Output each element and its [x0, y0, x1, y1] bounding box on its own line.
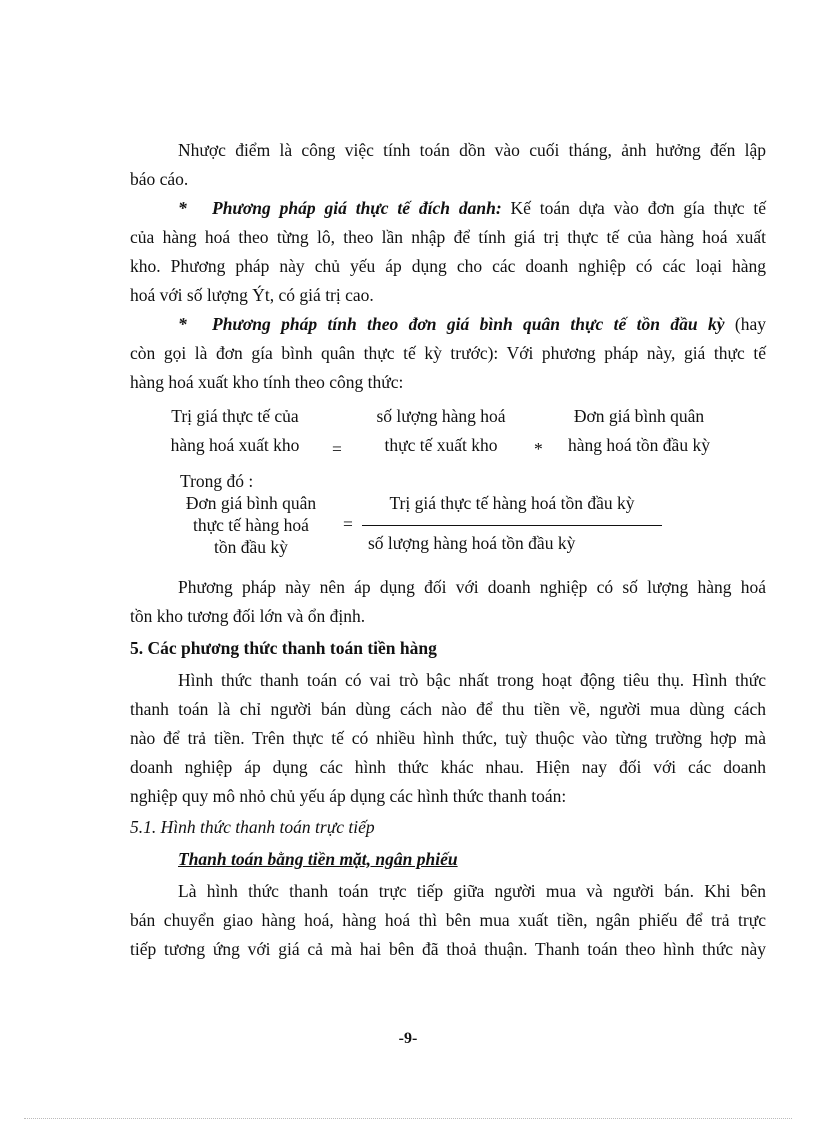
formula1-lhs-line1: Trị giá thực tế của	[171, 406, 299, 426]
formula2-numerator: Trị giá thực tế hàng hoá tồn đầu kỳ	[389, 493, 635, 513]
paragraph-line: hàng hoá xuất kho tính theo công thức:	[130, 372, 404, 392]
formula1-mid-line2: thực tế xuất kho	[384, 435, 498, 455]
formula1-lhs-line2: hàng hoá xuất kho	[170, 435, 300, 455]
formula1-mid-line1: số lượng hàng hoá	[376, 406, 506, 426]
formula2-lhs-line1: Đơn giá bình quân	[185, 493, 317, 513]
formula1-rhs-line1: Đơn giá bình quân	[573, 406, 705, 426]
method-text: (hay	[724, 314, 766, 334]
paragraph-line: Hình thức thanh toán có vai trò bậc nhất trong hoạt động tiêu thụ. Hình thức	[178, 670, 766, 690]
paragraph-line: nào để trả tiền. Trên thực tế có nhiều hình thức, tuỳ thuộc vào từng trường hợp mà	[130, 728, 766, 748]
formula1-rhs-line2: hàng hoá tồn đầu kỳ	[568, 435, 710, 455]
paragraph-line: Phương pháp này nên áp dụng đối với doanh nghiệp có số lượng hàng hoá	[178, 577, 766, 597]
page-bottom-border	[24, 1118, 792, 1119]
method-subheading: Thanh toán bằng tiền mặt, ngân phiếu	[178, 849, 458, 869]
method-title: Phương pháp giá thực tế đích danh:	[212, 198, 502, 218]
paragraph-line: Nhược điểm là công việc tính toán dồn vào cuối tháng, ảnh hưởng đến lập	[178, 140, 766, 160]
paragraph-line: còn gọi là đơn gía bình quân thực tế kỳ trước): Với phương pháp này, giá thực tế	[130, 343, 766, 363]
paragraph-line: nghiệp quy mô nhỏ chủ yếu áp dụng các hình thức thanh toán:	[130, 786, 567, 806]
paragraph-line: doanh nghiệp áp dụng các hình thức khác nhau. Hiện nay đối với các doanh	[130, 757, 766, 777]
formula2-lhs-line2: thực tế hàng hoá	[193, 515, 309, 535]
subsection-heading: 5.1. Hình thức thanh toán trực tiếp	[130, 817, 375, 837]
paragraph-line: bán chuyển giao hàng hoá, hàng hoá thì bên mua xuất tiền, ngân phiếu để trả trực	[130, 910, 766, 930]
formula2-intro: Trong đó :	[180, 471, 254, 491]
section-heading: 5. Các phương thức thanh toán tiền hàng	[130, 638, 437, 658]
bullet-star: *	[178, 198, 187, 218]
formula2-denominator: số lượng hàng hoá tồn đầu kỳ	[368, 533, 576, 553]
fraction-bar	[362, 525, 662, 526]
method-specific-identification	[178, 197, 766, 219]
paragraph-line: của hàng hoá theo từng lô, theo lần nhập để tính giá trị thực tế của hàng hoá xuất	[130, 227, 766, 247]
paragraph-line: Là hình thức thanh toán trực tiếp giữa người mua và người bán. Khi bên	[178, 881, 766, 901]
bullet-star: *	[178, 314, 187, 334]
paragraph-line: tồn kho tương đối lớn và ổn định.	[130, 606, 366, 626]
page-number: -9-	[398, 1030, 418, 1047]
paragraph-line: kho. Phương pháp này chủ yếu áp dụng cho các doanh nghiệp có các loại hàng	[130, 256, 766, 276]
formula2-equals: =	[343, 514, 353, 534]
formula2-lhs-line3: tồn đầu kỳ	[214, 537, 288, 557]
paragraph-line: tiếp tương ứng với giá cả mà hai bên đã thoả thuận. Thanh toán theo hình thức này	[130, 939, 766, 959]
method-text: Kế toán dựa vào đơn gía thực tế	[501, 198, 766, 218]
paragraph-line: hoá với số lượng Ýt, có giá trị cao.	[130, 285, 374, 305]
formula1-times: *	[534, 439, 543, 459]
paragraph-line: thanh toán là chỉ người bán dùng cách nào để thu tiền về, người mua dùng cách	[130, 699, 766, 719]
paragraph-line: báo cáo.	[130, 169, 189, 189]
method-average-opening	[178, 313, 766, 335]
method-title: Phương pháp tính theo đơn giá bình quân thực tế tồn đầu kỳ	[212, 314, 725, 334]
formula1-equals: =	[332, 439, 342, 459]
